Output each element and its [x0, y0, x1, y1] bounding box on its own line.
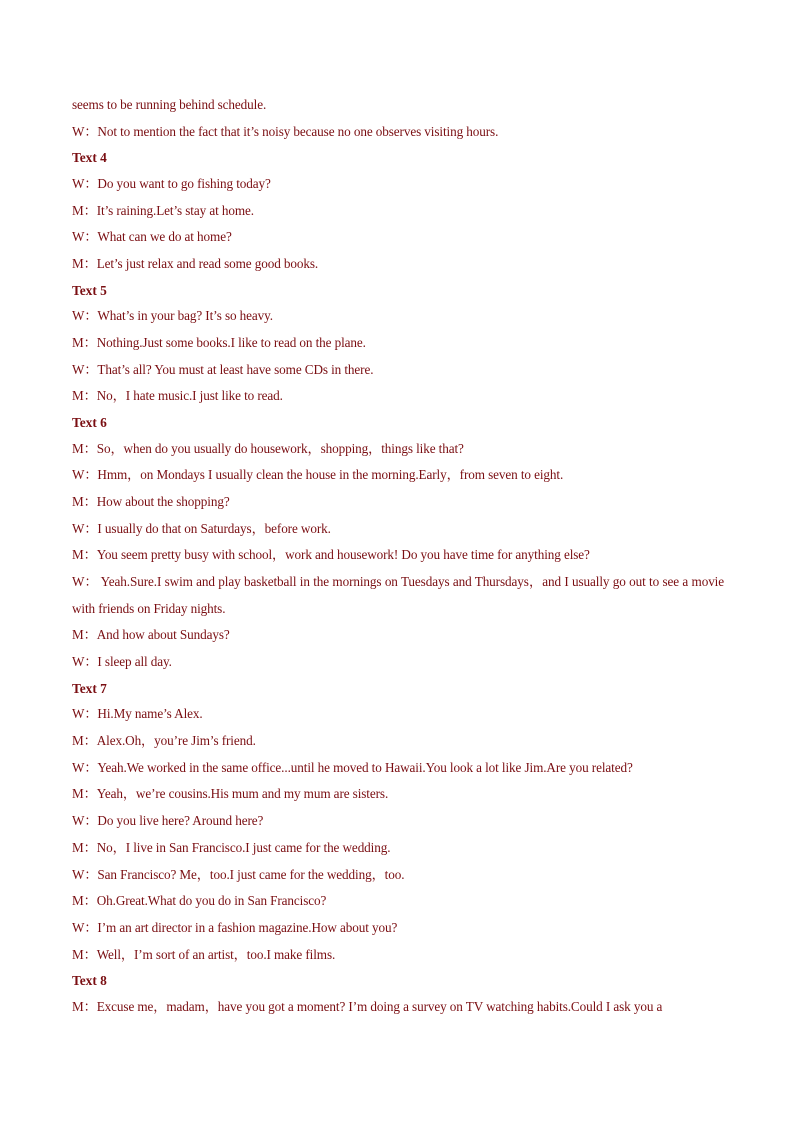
- dialogue-line: W：Not to mention the fact that it’s noisy because no one observes visiting hours.: [72, 123, 499, 139]
- dialogue-line: W：I’m an art director in a fashion magazine.How about you?: [72, 919, 398, 935]
- dialogue-line: W：I sleep all day.: [72, 654, 172, 670]
- dialogue-line: W：That’s all? You must at least have some CDs in there.: [72, 361, 374, 377]
- dialogue-line: M：Oh.Great.What do you do in San Francisco?: [72, 893, 327, 909]
- section-heading: Text 6: [72, 415, 107, 431]
- dialogue-line: M：And how about Sundays?: [72, 627, 230, 643]
- dialogue-line: M：Let’s just relax and read some good books.: [72, 256, 319, 272]
- dialogue-line: W：Yeah.We worked in the same office...until he moved to Hawaii.You look a lot like Jim.Are you related?: [72, 759, 633, 775]
- dialogue-line: W：Do you want to go fishing today?: [72, 175, 271, 191]
- dialogue-line: M：How about the shopping?: [72, 493, 230, 509]
- dialogue-line: W：I usually do that on Saturdays，before work.: [72, 520, 331, 536]
- dialogue-line: M：So，when do you usually do housework，shopping，things like that?: [72, 440, 464, 456]
- dialogue-line: W：What’s in your bag? It’s so heavy.: [72, 308, 273, 324]
- section-heading: Text 8: [72, 973, 107, 989]
- dialogue-line: W： Yeah.Sure.I swim and play basketball in the mornings on Tuesdays and Thursdays，and I usually go out to see a movie with friends on Friday nights.: [72, 574, 724, 616]
- dialogue-line: W：San Francisco? Me，too.I just came for the wedding，too.: [72, 866, 405, 882]
- section-heading: Text 5: [72, 282, 107, 298]
- dialogue-line: M：It’s raining.Let’s stay at home.: [72, 202, 254, 218]
- dialogue-line: M：Well，I’m sort of an artist，too.I make films.: [72, 946, 336, 962]
- dialogue-line: M：You seem pretty busy with school，work and housework! Do you have time for anything else?: [72, 547, 590, 563]
- dialogue-line: W：What can we do at home?: [72, 229, 232, 245]
- dialogue-line: W：Do you live here? Around here?: [72, 813, 264, 829]
- dialogue-line: M：Nothing.Just some books.I like to read on the plane.: [72, 334, 366, 350]
- continued-text: seems to be running behind schedule.: [72, 97, 267, 112]
- dialogue-line: W：Hmm，on Mondays I usually clean the house in the morning.Early，from seven to eight.: [72, 467, 564, 483]
- dialogue-line: W：Hi.My name’s Alex.: [72, 706, 203, 722]
- dialogue-line: M：Excuse me，madam，have you got a moment? I’m doing a survey on TV watching habits.Could I ask you a: [72, 998, 663, 1014]
- section-heading: Text 4: [72, 150, 107, 166]
- dialogue-line: M：No，I hate music.I just like to read.: [72, 388, 283, 404]
- dialogue-line: M：Alex.Oh，you’re Jim’s friend.: [72, 733, 256, 749]
- dialogue-line: M：Yeah，we’re cousins.His mum and my mum are sisters.: [72, 786, 389, 802]
- section-heading: Text 7: [72, 680, 107, 696]
- transcript-body: [72, 92, 724, 1021]
- dialogue-line: M：No，I live in San Francisco.I just came for the wedding.: [72, 839, 391, 855]
